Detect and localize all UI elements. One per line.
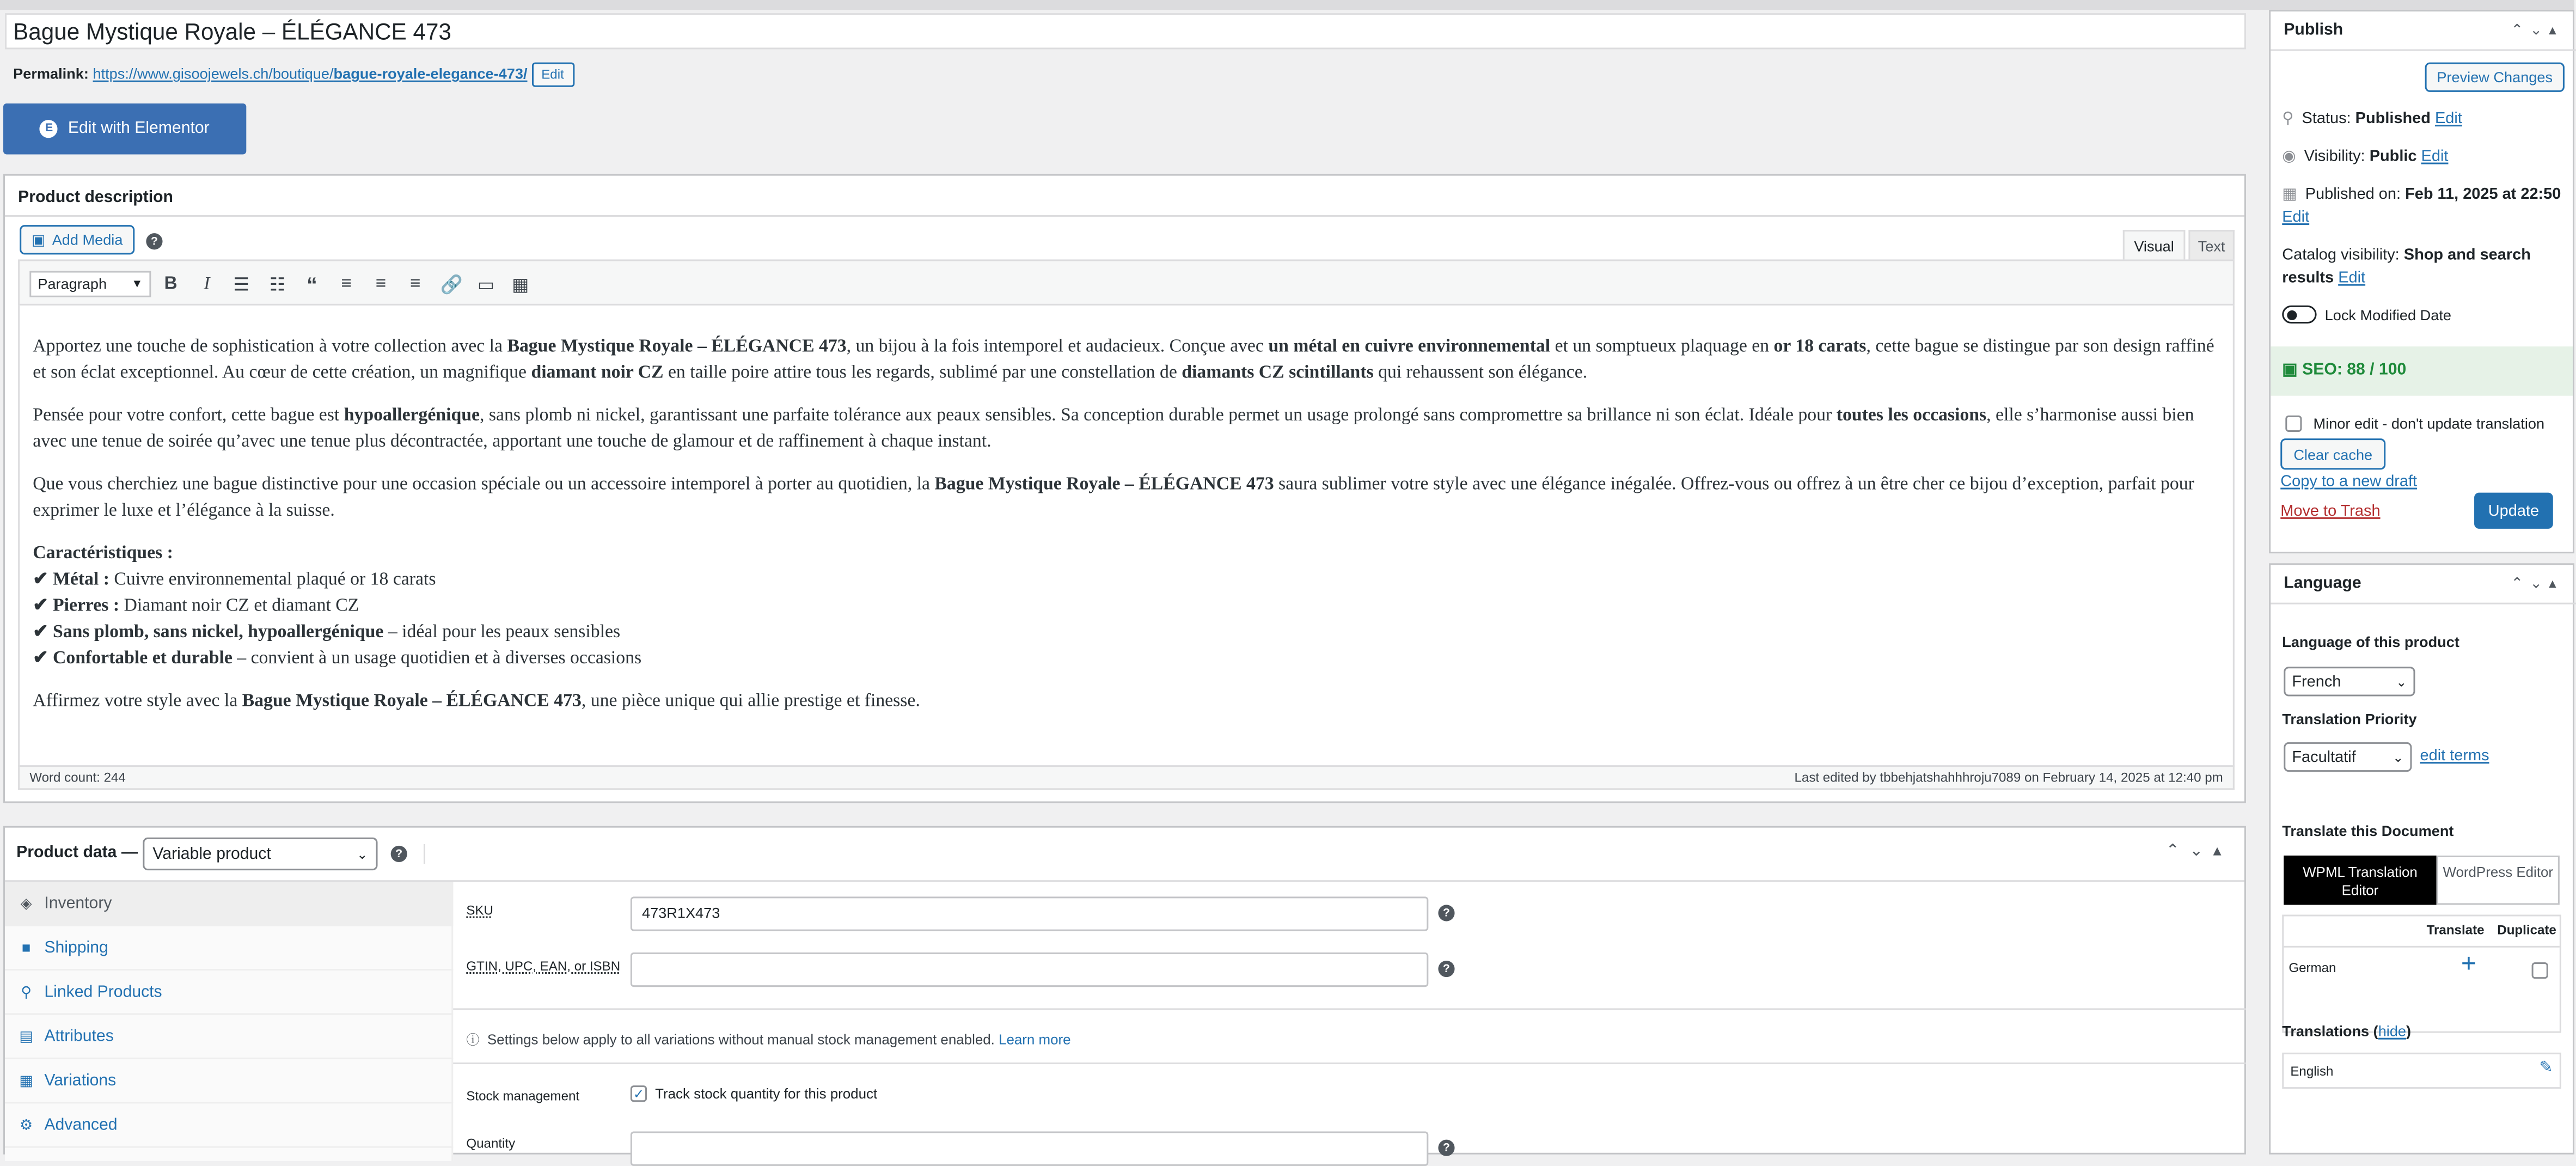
visibility-value: Public — [2369, 148, 2417, 166]
quantity-label: Quantity — [466, 1136, 516, 1151]
bold-run: Bague Mystique Royale – ÉLÉGANCE 473 — [507, 337, 847, 357]
feature-label: ✔ Métal : — [33, 570, 109, 590]
feature-text: – idéal pour les peaux sensibles — [383, 622, 621, 642]
editor-statusbar — [18, 767, 2235, 790]
description-paragraph-4 — [33, 688, 2219, 714]
align-center-icon[interactable]: ≡ — [375, 274, 387, 294]
published-value: Feb 11, 2025 at 22:50 — [2405, 185, 2561, 204]
link-icon[interactable]: 🔗 — [440, 275, 463, 295]
description-paragraph-2 — [33, 402, 2219, 455]
gear-icon: ⚙ — [20, 1115, 33, 1133]
chevron-down-icon: ⌄ — [357, 846, 368, 862]
quantity-input[interactable] — [631, 1132, 1428, 1166]
editor-toolbar — [18, 259, 2235, 305]
format-select-value: Paragraph — [38, 276, 107, 292]
read-more-icon[interactable]: ▭ — [477, 275, 495, 295]
description-paragraph-3 — [33, 471, 2219, 523]
product-data-tabs — [5, 882, 453, 1161]
collapse-icon[interactable]: ▴ — [2549, 575, 2563, 591]
col-duplicate: Duplicate — [2497, 923, 2556, 938]
feature-label: ✔ Sans plomb, sans nickel, hypoallergénique — [33, 622, 384, 642]
published-row — [2282, 184, 2565, 230]
visibility-row — [2282, 146, 2448, 169]
notice-text: Settings below apply to all variations without manual stock management enabled. — [487, 1031, 995, 1048]
text-run: et un somptueux plaquage en — [1550, 337, 1774, 357]
tab-label: Variations — [44, 1071, 117, 1090]
priority-label: Translation Priority — [2282, 711, 2417, 728]
status-value: Published — [2355, 110, 2431, 129]
english-label: English — [2290, 1064, 2334, 1079]
toolbar-toggle-icon[interactable]: ▦ — [512, 275, 529, 295]
panel-title: Product description — [18, 188, 173, 207]
move-up-icon[interactable]: ⌃ — [2165, 842, 2190, 861]
divider — [2284, 946, 2560, 948]
chevron-down-icon: ⌄ — [2393, 749, 2404, 765]
copy-to-draft-link[interactable]: Copy to a new draft — [2280, 473, 2418, 491]
wordpress-editor-tab[interactable]: WordPress Editor — [2437, 856, 2560, 905]
bold-icon[interactable]: B — [164, 274, 178, 294]
tab-label: Shipping — [44, 938, 108, 957]
translations-row: Translations (hide) — [2282, 1023, 2412, 1040]
published-label: Published on: — [2305, 185, 2401, 204]
panel-controls[interactable] — [2511, 575, 2563, 593]
editor-content[interactable] — [18, 306, 2235, 767]
tab-label: Attributes — [44, 1027, 114, 1046]
seo-text: SEO: 88 / 100 — [2302, 361, 2407, 380]
post-title-input[interactable]: Bague Mystique Royale – ÉLÉGANCE 473 — [5, 13, 2246, 49]
tab-label: Inventory — [44, 894, 112, 912]
language-select[interactable] — [2284, 667, 2415, 696]
last-edited: Last edited by tbbehjatshahhhroju7089 on February 14, 2025 at 12:40 pm — [1794, 770, 2223, 785]
divider — [453, 1008, 2246, 1010]
elementor-icon: E — [40, 120, 58, 138]
feature-text: Cuivre environnemental plaqué or 18 carats — [109, 570, 436, 590]
italic-icon[interactable]: I — [204, 274, 210, 294]
bold-run: hypoallergénique — [344, 405, 480, 425]
visibility-label: Visibility: — [2304, 148, 2365, 166]
translate-document-label: Translate this Document — [2282, 822, 2454, 839]
text-run: Que vous cherchiez une bague distinctive pour une occasion spéciale ou un accessoire intemporel à porter au quotidien, la — [33, 474, 935, 495]
product-data-title: Product data — — [16, 844, 138, 863]
bold-run: un métal en cuivre environnemental — [1268, 337, 1551, 357]
eye-icon: ◉ — [2282, 148, 2296, 166]
permalink-slug: bague-royale-elegance-473/ — [333, 65, 528, 82]
features-block — [33, 540, 2219, 671]
language-panel — [2269, 563, 2574, 1155]
bold-run: or 18 carats — [1773, 337, 1867, 357]
stock-management-label: Stock management — [466, 1089, 580, 1104]
edit-terms-link[interactable]: edit terms — [2420, 747, 2489, 766]
gtin-input[interactable] — [631, 953, 1428, 987]
permalink-label: Permalink: — [13, 65, 89, 82]
grid-icon: ▦ — [19, 1071, 34, 1088]
gtin-label: GTIN, UPC, EAN, or ISBN — [466, 959, 621, 974]
tab-attributes[interactable] — [5, 1015, 453, 1059]
text-run: , cette bague se distingue par son design raffiné et son éclat exceptionnel. Au cœur de cette création, un magnifique — [33, 337, 2214, 383]
minor-edit-label: Minor edit - don't update translation — [2313, 415, 2545, 432]
track-stock-row — [631, 1085, 877, 1102]
product-data-panel — [3, 826, 2246, 1155]
row-language: German — [2289, 960, 2336, 976]
priority-select[interactable] — [2284, 742, 2412, 772]
preview-changes-button[interactable]: Preview Changes — [2425, 63, 2565, 92]
publish-title: Publish — [2271, 11, 2576, 51]
learn-more-link[interactable]: Learn more — [999, 1031, 1071, 1048]
tag-icon: ◈ — [20, 894, 32, 911]
move-up-icon[interactable]: ⌃ — [2511, 21, 2530, 38]
list-icon: ▤ — [19, 1027, 34, 1044]
info-icon: ⓘ — [466, 1033, 480, 1048]
language-select-value: French — [2292, 672, 2341, 691]
media-icon: ▣ — [31, 230, 46, 247]
tab-linked-products[interactable] — [5, 970, 453, 1015]
tab-shipping[interactable] — [5, 926, 453, 970]
help-icon[interactable]: ? — [146, 233, 162, 249]
publish-panel — [2269, 10, 2574, 553]
move-to-trash-link[interactable]: Move to Trash — [2280, 502, 2381, 521]
seo-score — [2271, 346, 2573, 395]
catalog-edit-link[interactable]: Edit — [2338, 269, 2366, 288]
permalink-base: https://www.gisoojewels.ch/boutique/ — [93, 65, 334, 82]
bold-run: diamant noir CZ — [531, 363, 664, 383]
track-stock-label: Track stock quantity for this product — [655, 1085, 878, 1102]
text-run: Pensée pour votre confort, cette bague est — [33, 405, 344, 425]
bullet-list-icon[interactable]: ☰ — [233, 275, 250, 295]
language-of-product-label: Language of this product — [2282, 633, 2459, 651]
chevron-down-icon: ▼ — [131, 278, 143, 290]
top-strip — [0, 0, 2574, 10]
col-translate: Translate — [2426, 923, 2485, 938]
help-icon[interactable]: ? — [1438, 961, 1454, 977]
wpml-editor-tab[interactable]: WPML Translation Editor — [2284, 856, 2436, 905]
text-run: , une pièce unique qui allie prestige et finesse. — [581, 691, 920, 711]
help-icon[interactable]: ? — [1438, 1140, 1454, 1156]
permalink-edit-button[interactable]: Edit — [531, 63, 574, 87]
pencil-icon[interactable]: ✎ — [2539, 1059, 2553, 1078]
bold-run: Bague Mystique Royale – ÉLÉGANCE 473 — [242, 691, 582, 711]
status-row — [2282, 108, 2462, 131]
permalink-row — [13, 63, 574, 87]
move-down-icon[interactable]: ⌄ — [2530, 21, 2549, 38]
text-run: Affirmez votre style avec la — [33, 691, 242, 711]
bold-run: toutes les occasions — [1836, 405, 1987, 425]
help-icon[interactable]: ? — [1438, 905, 1454, 921]
sku-label: SKU — [466, 903, 493, 918]
features-heading: Caractéristiques : — [33, 544, 173, 564]
panel-controls[interactable] — [2166, 843, 2231, 860]
add-media-button[interactable] — [20, 225, 134, 254]
track-stock-checkbox[interactable]: ✓ — [631, 1085, 647, 1102]
truck-icon: ■ — [22, 939, 31, 956]
bold-run: Bague Mystique Royale – ÉLÉGANCE 473 — [934, 474, 1274, 495]
lock-modified-label: Lock Modified Date — [2324, 307, 2451, 324]
edit-with-elementor-button[interactable] — [3, 103, 246, 154]
feature-label: ✔ Confortable et durable — [33, 649, 232, 669]
permalink-link[interactable] — [93, 66, 528, 82]
duplicate-checkbox[interactable] — [2532, 962, 2548, 979]
minor-edit-checkbox[interactable] — [2285, 416, 2302, 432]
text-run: , sans plomb ni nickel, garantissant une parfaite tolérance aux peaux sensibles. Sa conception durable permet un usage prolongé sans compromettre sa brillance ni son éclat. Idéale pour — [479, 405, 1837, 425]
language-title: Language — [2271, 565, 2576, 604]
status-label: Status: — [2302, 110, 2351, 129]
feature-label: ✔ Pierres : — [33, 596, 120, 616]
move-up-icon[interactable]: ⌃ — [2511, 575, 2530, 591]
product-description-panel — [3, 174, 2246, 803]
move-down-icon[interactable]: ⌄ — [2189, 842, 2213, 861]
panel-controls[interactable] — [2511, 21, 2563, 39]
tab-visual[interactable]: Visual — [2123, 230, 2186, 259]
feature-text: – convient à un usage quotidien et à diverses occasions — [232, 649, 642, 669]
hide-link[interactable]: hide — [2378, 1023, 2407, 1040]
seo-icon: ▣ — [2282, 361, 2298, 380]
visibility-edit-link[interactable]: Edit — [2421, 148, 2449, 166]
text-run: saura sublimer votre style avec une élégance inégalée. Offrez-vous ou offrez à un être cher ce bijou d’exception, parfait pour exprimer le luxe et l’élégance à la suisse. — [33, 474, 2194, 521]
text-run: Apportez une touche de sophistication à votre collection avec la — [33, 337, 507, 357]
separator — [424, 844, 425, 864]
move-down-icon[interactable]: ⌄ — [2530, 575, 2549, 591]
collapse-icon[interactable]: ▴ — [2213, 842, 2231, 861]
priority-select-value: Facultatif — [2292, 748, 2356, 766]
elementor-button-label: Edit with Elementor — [68, 120, 210, 138]
format-select[interactable] — [29, 271, 151, 297]
tab-inventory[interactable] — [5, 882, 453, 926]
description-paragraph-1 — [33, 333, 2219, 386]
product-type-value: Variable product — [152, 845, 271, 863]
divider — [5, 215, 2244, 217]
published-edit-link[interactable]: Edit — [2282, 208, 2310, 227]
link-icon: ⚲ — [21, 982, 32, 999]
stock-notice — [466, 1031, 1070, 1049]
tab-label: Linked Products — [44, 982, 162, 1001]
chevron-down-icon: ⌄ — [2396, 674, 2407, 689]
collapse-icon[interactable]: ▴ — [2549, 21, 2563, 38]
tab-label: Advanced — [44, 1115, 118, 1134]
tab-variations[interactable] — [5, 1059, 453, 1103]
align-right-icon[interactable]: ≡ — [410, 274, 421, 294]
pin-icon: ⚲ — [2282, 110, 2294, 129]
align-left-icon[interactable]: ≡ — [341, 274, 352, 294]
status-edit-link[interactable]: Edit — [2434, 110, 2462, 129]
clear-cache-button[interactable]: Clear cache — [2280, 438, 2385, 469]
feature-text: Diamant noir CZ et diamant CZ — [119, 596, 359, 616]
tab-text[interactable]: Text — [2188, 230, 2234, 259]
text-run: en taille poire attire tous les regards, sublimé par une constellation de — [663, 363, 1182, 383]
divider — [453, 1063, 2246, 1064]
text-run: , elle s’harmonise aussi bien avec une tenue de soirée qu’avec une tenue plus décontractée, apportant une touche de glamour et de raffinement à chaque instant. — [33, 405, 2194, 452]
word-count: Word count: 244 — [29, 770, 126, 785]
text-run: qui rehaussent son élégance. — [1373, 363, 1588, 383]
translations-label: Translations — [2282, 1023, 2370, 1040]
update-button[interactable]: Update — [2474, 493, 2553, 529]
translation-table — [2282, 915, 2561, 1033]
product-type-select[interactable] — [143, 838, 377, 870]
english-translation — [2282, 1053, 2561, 1089]
catalog-value: Shop and search results — [2282, 246, 2531, 288]
text-run: , un bijou à la fois intemporel et audacieux. Conçue avec — [846, 337, 1269, 357]
help-icon[interactable]: ? — [391, 846, 407, 862]
features-list — [33, 570, 641, 668]
bold-run: diamants CZ scintillants — [1182, 363, 1374, 383]
catalog-visibility-row — [2282, 245, 2569, 290]
catalog-label: Catalog visibility: — [2282, 246, 2400, 265]
calendar-icon: ▦ — [2282, 185, 2297, 204]
tab-advanced[interactable] — [5, 1103, 453, 1147]
add-media-label: Add Media — [52, 231, 123, 248]
sku-input[interactable]: 473R1X473 — [631, 896, 1428, 931]
numbered-list-icon[interactable]: ☷ — [269, 275, 286, 295]
blockquote-icon[interactable]: “ — [307, 272, 317, 297]
lock-modified-toggle[interactable] — [2282, 306, 2316, 323]
add-translation-icon[interactable]: + — [2461, 950, 2477, 979]
